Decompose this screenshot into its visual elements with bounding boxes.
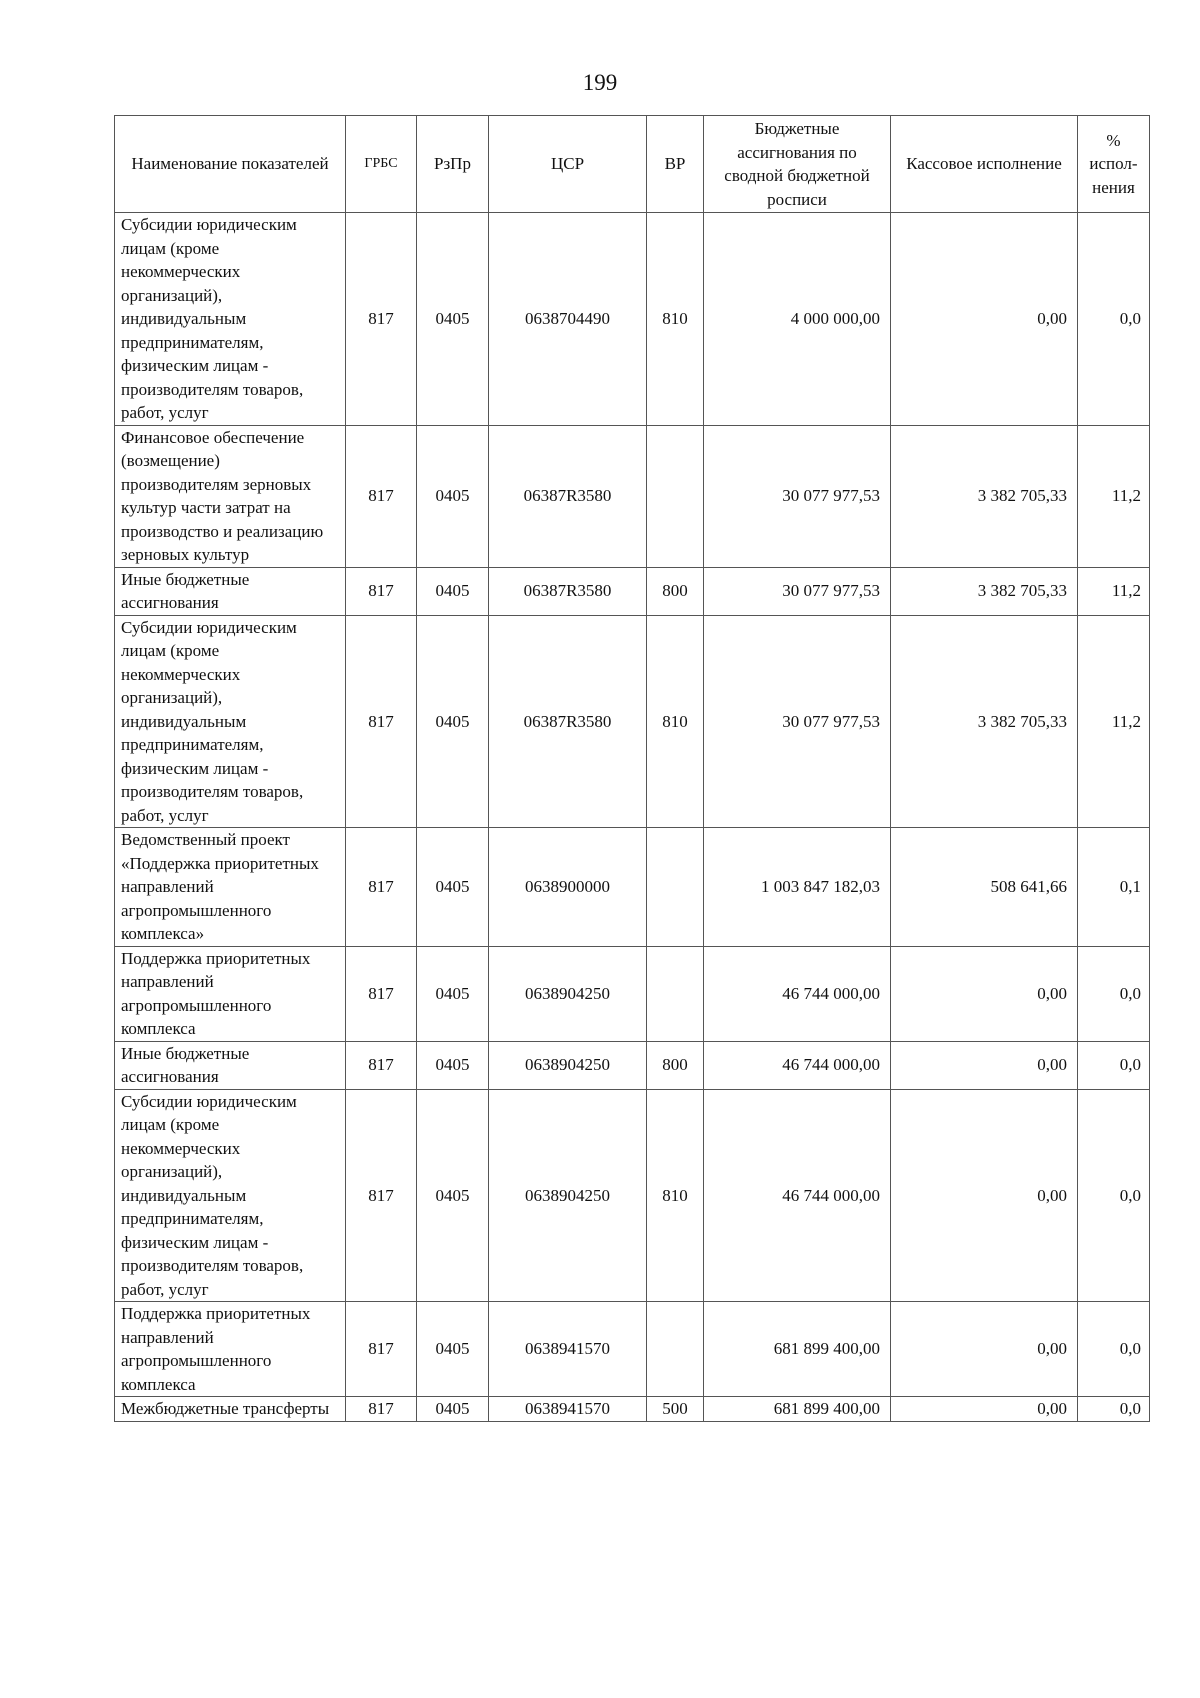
cell-percent: 0,1 bbox=[1078, 828, 1150, 947]
cell-csr: 0638900000 bbox=[489, 828, 647, 947]
cell-vr bbox=[647, 425, 704, 567]
header-budget: Бюджетные ассигнования по сводной бюджетной росписи bbox=[704, 116, 891, 213]
cell-name: Иные бюджетные ассигнования bbox=[115, 1041, 346, 1089]
cell-csr: 06387R3580 bbox=[489, 615, 647, 828]
header-cash: Кассовое исполнение bbox=[891, 116, 1078, 213]
cell-vr bbox=[647, 1302, 704, 1397]
table-row bbox=[115, 567, 1150, 615]
cell-vr: 810 bbox=[647, 1089, 704, 1302]
cell-grbs: 817 bbox=[346, 615, 417, 828]
cell-percent: 0,0 bbox=[1078, 946, 1150, 1041]
header-grbs: ГРБС bbox=[346, 116, 417, 213]
cell-rzpr: 0405 bbox=[417, 213, 489, 426]
cell-csr: 0638904250 bbox=[489, 1041, 647, 1089]
cell-vr: 800 bbox=[647, 567, 704, 615]
cell-percent: 0,0 bbox=[1078, 1302, 1150, 1397]
cell-budget: 681 899 400,00 bbox=[704, 1397, 891, 1422]
table-row bbox=[115, 1397, 1150, 1422]
cell-csr: 06387R3580 bbox=[489, 567, 647, 615]
table-row bbox=[115, 1089, 1150, 1302]
cell-percent: 0,0 bbox=[1078, 1089, 1150, 1302]
cell-name: Субсидии юридическим лицам (кроме некоммерческих организаций), индивидуальным предпринимателям, физическим лицам - производителям товаров, работ, услуг bbox=[115, 1089, 346, 1302]
cell-cash: 0,00 bbox=[891, 1041, 1078, 1089]
cell-rzpr: 0405 bbox=[417, 1089, 489, 1302]
cell-percent: 0,0 bbox=[1078, 213, 1150, 426]
cell-rzpr: 0405 bbox=[417, 1302, 489, 1397]
cell-rzpr: 0405 bbox=[417, 567, 489, 615]
table-row bbox=[115, 615, 1150, 828]
table-row bbox=[115, 213, 1150, 426]
cell-rzpr: 0405 bbox=[417, 1041, 489, 1089]
header-vr: ВР bbox=[647, 116, 704, 213]
cell-percent: 0,0 bbox=[1078, 1397, 1150, 1422]
table-body bbox=[115, 213, 1150, 1422]
table-row bbox=[115, 1041, 1150, 1089]
header-percent: % испол-нения bbox=[1078, 116, 1150, 213]
cell-cash: 508 641,66 bbox=[891, 828, 1078, 947]
cell-rzpr: 0405 bbox=[417, 946, 489, 1041]
cell-grbs: 817 bbox=[346, 425, 417, 567]
table-row bbox=[115, 828, 1150, 947]
cell-name: Субсидии юридическим лицам (кроме некоммерческих организаций), индивидуальным предпринимателям, физическим лицам - производителям товаров, работ, услуг bbox=[115, 213, 346, 426]
cell-percent: 11,2 bbox=[1078, 425, 1150, 567]
table-row bbox=[115, 1302, 1150, 1397]
cell-percent: 0,0 bbox=[1078, 1041, 1150, 1089]
cell-budget: 46 744 000,00 bbox=[704, 1089, 891, 1302]
cell-rzpr: 0405 bbox=[417, 425, 489, 567]
cell-name: Иные бюджетные ассигнования bbox=[115, 567, 346, 615]
cell-cash: 3 382 705,33 bbox=[891, 567, 1078, 615]
cell-csr: 0638904250 bbox=[489, 946, 647, 1041]
cell-name: Субсидии юридическим лицам (кроме некоммерческих организаций), индивидуальным предпринимателям, физическим лицам - производителям товаров, работ, услуг bbox=[115, 615, 346, 828]
cell-vr bbox=[647, 828, 704, 947]
cell-budget: 681 899 400,00 bbox=[704, 1302, 891, 1397]
cell-name: Поддержка приоритетных направлений агропромышленного комплекса bbox=[115, 946, 346, 1041]
cell-rzpr: 0405 bbox=[417, 1397, 489, 1422]
cell-csr: 0638941570 bbox=[489, 1397, 647, 1422]
cell-percent: 11,2 bbox=[1078, 567, 1150, 615]
cell-vr bbox=[647, 946, 704, 1041]
cell-budget: 46 744 000,00 bbox=[704, 1041, 891, 1089]
cell-csr: 0638904250 bbox=[489, 1089, 647, 1302]
cell-csr: 0638941570 bbox=[489, 1302, 647, 1397]
cell-budget: 30 077 977,53 bbox=[704, 567, 891, 615]
cell-name: Финансовое обеспечение (возмещение) производителям зерновых культур части затрат на производство и реализацию зерновых культур bbox=[115, 425, 346, 567]
cell-rzpr: 0405 bbox=[417, 828, 489, 947]
cell-budget: 30 077 977,53 bbox=[704, 425, 891, 567]
header-name: Наименование показателей bbox=[115, 116, 346, 213]
cell-vr: 800 bbox=[647, 1041, 704, 1089]
cell-budget: 4 000 000,00 bbox=[704, 213, 891, 426]
cell-grbs: 817 bbox=[346, 1397, 417, 1422]
cell-vr: 500 bbox=[647, 1397, 704, 1422]
cell-csr: 0638704490 bbox=[489, 213, 647, 426]
cell-grbs: 817 bbox=[346, 946, 417, 1041]
table-row bbox=[115, 946, 1150, 1041]
cell-rzpr: 0405 bbox=[417, 615, 489, 828]
cell-name: Ведомственный проект «Поддержка приоритетных направлений агропромышленного комплекса» bbox=[115, 828, 346, 947]
table-row bbox=[115, 425, 1150, 567]
cell-csr: 06387R3580 bbox=[489, 425, 647, 567]
cell-grbs: 817 bbox=[346, 1089, 417, 1302]
cell-cash: 0,00 bbox=[891, 1089, 1078, 1302]
cell-grbs: 817 bbox=[346, 828, 417, 947]
cell-percent: 11,2 bbox=[1078, 615, 1150, 828]
cell-grbs: 817 bbox=[346, 1041, 417, 1089]
header-csr: ЦСР bbox=[489, 116, 647, 213]
header-row bbox=[115, 116, 1150, 213]
cell-grbs: 817 bbox=[346, 1302, 417, 1397]
cell-cash: 0,00 bbox=[891, 1302, 1078, 1397]
page-number: 199 bbox=[582, 70, 618, 95]
cell-cash: 0,00 bbox=[891, 1397, 1078, 1422]
cell-grbs: 817 bbox=[346, 567, 417, 615]
cell-name: Поддержка приоритетных направлений агропромышленного комплекса bbox=[115, 1302, 346, 1397]
cell-budget: 46 744 000,00 bbox=[704, 946, 891, 1041]
cell-name: Межбюджетные трансферты bbox=[115, 1397, 346, 1422]
cell-budget: 30 077 977,53 bbox=[704, 615, 891, 828]
cell-grbs: 817 bbox=[346, 213, 417, 426]
cell-cash: 3 382 705,33 bbox=[891, 615, 1078, 828]
cell-cash: 3 382 705,33 bbox=[891, 425, 1078, 567]
cell-vr: 810 bbox=[647, 615, 704, 828]
cell-budget: 1 003 847 182,03 bbox=[704, 828, 891, 947]
budget-execution-table bbox=[114, 115, 1150, 1422]
header-rzpr: РзПр bbox=[417, 116, 489, 213]
cell-cash: 0,00 bbox=[891, 946, 1078, 1041]
cell-vr: 810 bbox=[647, 213, 704, 426]
cell-cash: 0,00 bbox=[891, 213, 1078, 426]
